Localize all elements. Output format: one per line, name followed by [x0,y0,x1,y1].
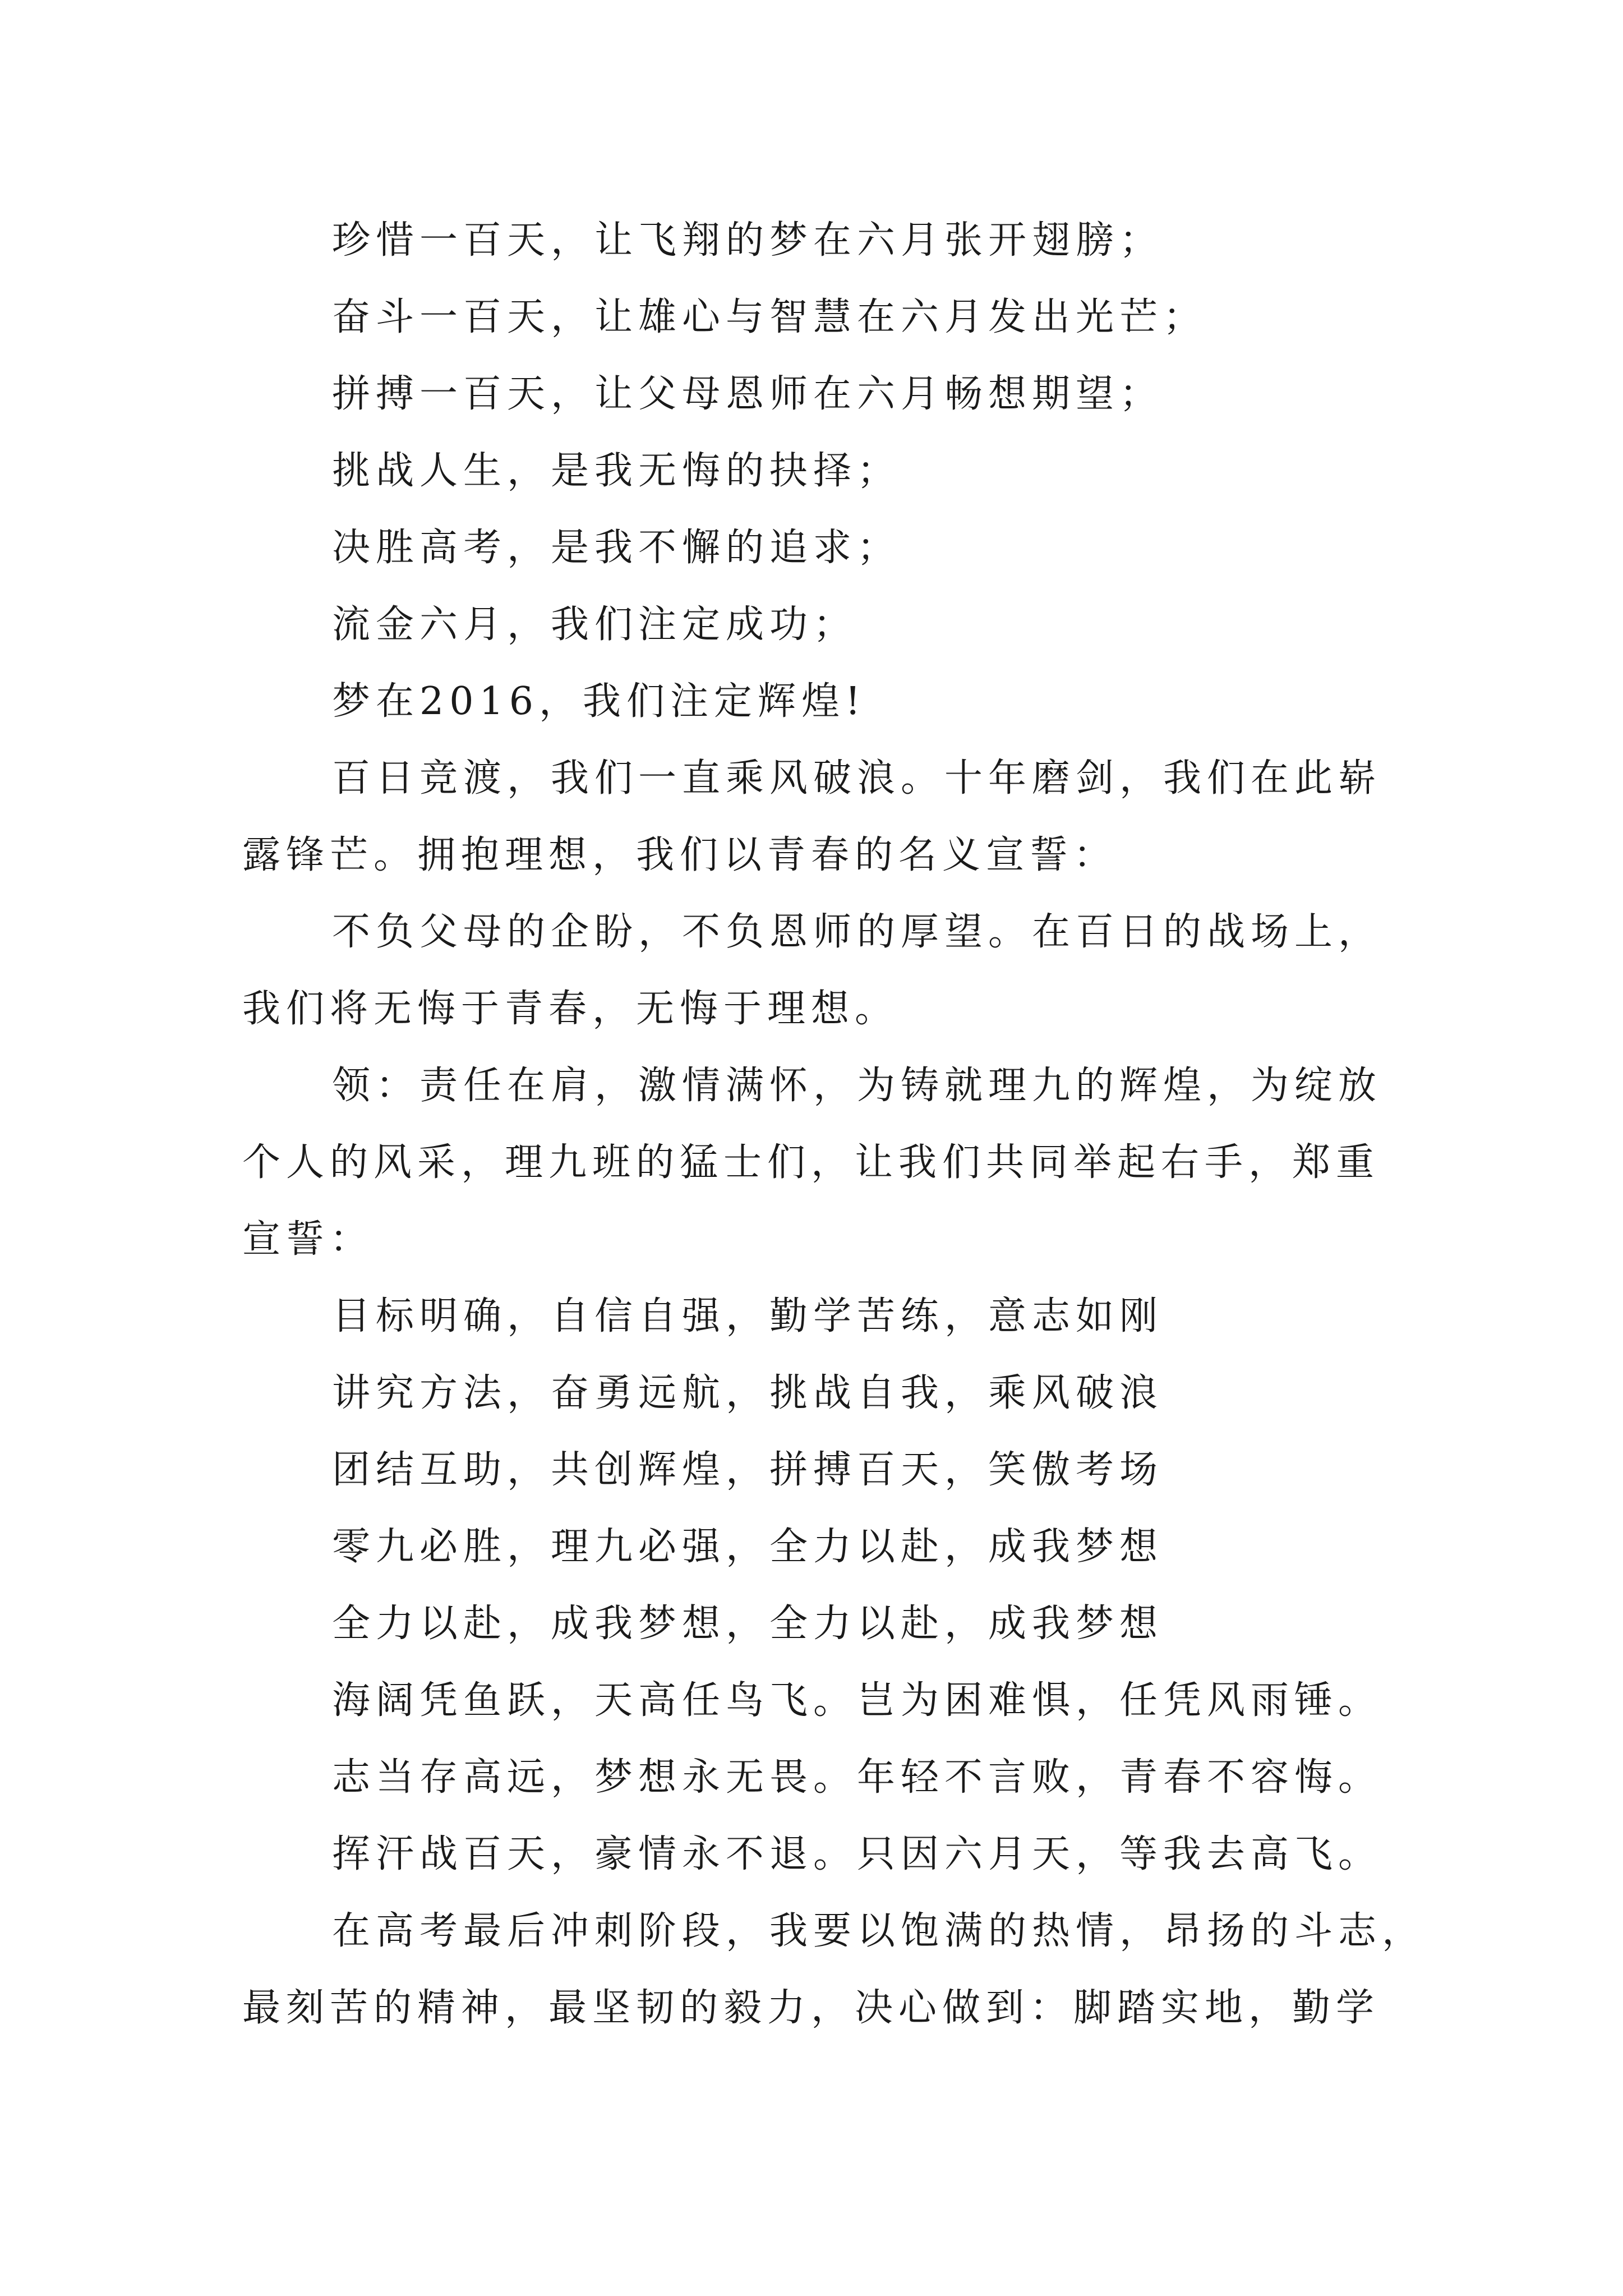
text-line: 个人的风采，理九班的猛士们，让我们共同举起右手，郑重 [242,1140,1380,1185]
text-line: 宣誓： [242,1217,374,1262]
text-line: 我们将无悔于青春，无悔于理想。 [242,987,899,1031]
text-line: 团结互助，共创辉煌，拼搏百天，笑傲考场 [332,1448,1164,1492]
text-line: 流金六月，我们注定成功； [332,602,857,647]
text-line: 拼搏一百天，让父母恩师在六月畅想期望； [332,372,1164,416]
text-line: 讲究方法，奋勇远航，挑战自我，乘风破浪 [332,1371,1164,1415]
text-line: 领：责任在肩，激情满怀，为铸就理九的辉煌，为绽放 [332,1064,1382,1108]
text-line: 露锋芒。拥抱理想，我们以青春的名义宣誓： [242,833,1118,877]
text-line: 目标明确，自信自强，勤学苦练，意志如刚 [332,1294,1164,1338]
text-line: 奋斗一百天，让雄心与智慧在六月发出光芒； [332,295,1207,339]
text-line: 在高考最后冲刺阶段，我要以饱满的热情，昂扬的斗志， [332,1909,1426,1953]
text-line: 志当存高远，梦想永无畏。年轻不言败，青春不容悔。 [332,1755,1382,1800]
text-line: 梦在2016，我们注定辉煌! [332,679,866,724]
text-line: 不负父母的企盼，不负恩师的厚望。在百日的战场上， [332,910,1382,954]
text-line: 零九必胜，理九必强，全力以赴，成我梦想 [332,1525,1164,1569]
text-line: 全力以赴，成我梦想，全力以赴，成我梦想 [332,1602,1164,1646]
text-line: 挥汗战百天，豪情永不退。只因六月天，等我去高飞。 [332,1832,1382,1876]
text-line: 百日竞渡，我们一直乘风破浪。十年磨剑，我们在此崭 [332,756,1382,800]
text-line: 海阔凭鱼跃，天高任鸟飞。岂为困难惧，任凭风雨锤。 [332,1678,1382,1723]
text-line: 决胜高考，是我不懈的追求； [332,526,901,570]
text-line: 挑战人生，是我无悔的抉择； [332,449,901,493]
text-line: 最刻苦的精神，最坚韧的毅力，决心做到：脚踏实地，勤学 [242,1986,1380,2030]
text-line: 珍惜一百天，让飞翔的梦在六月张开翅膀； [332,218,1164,263]
